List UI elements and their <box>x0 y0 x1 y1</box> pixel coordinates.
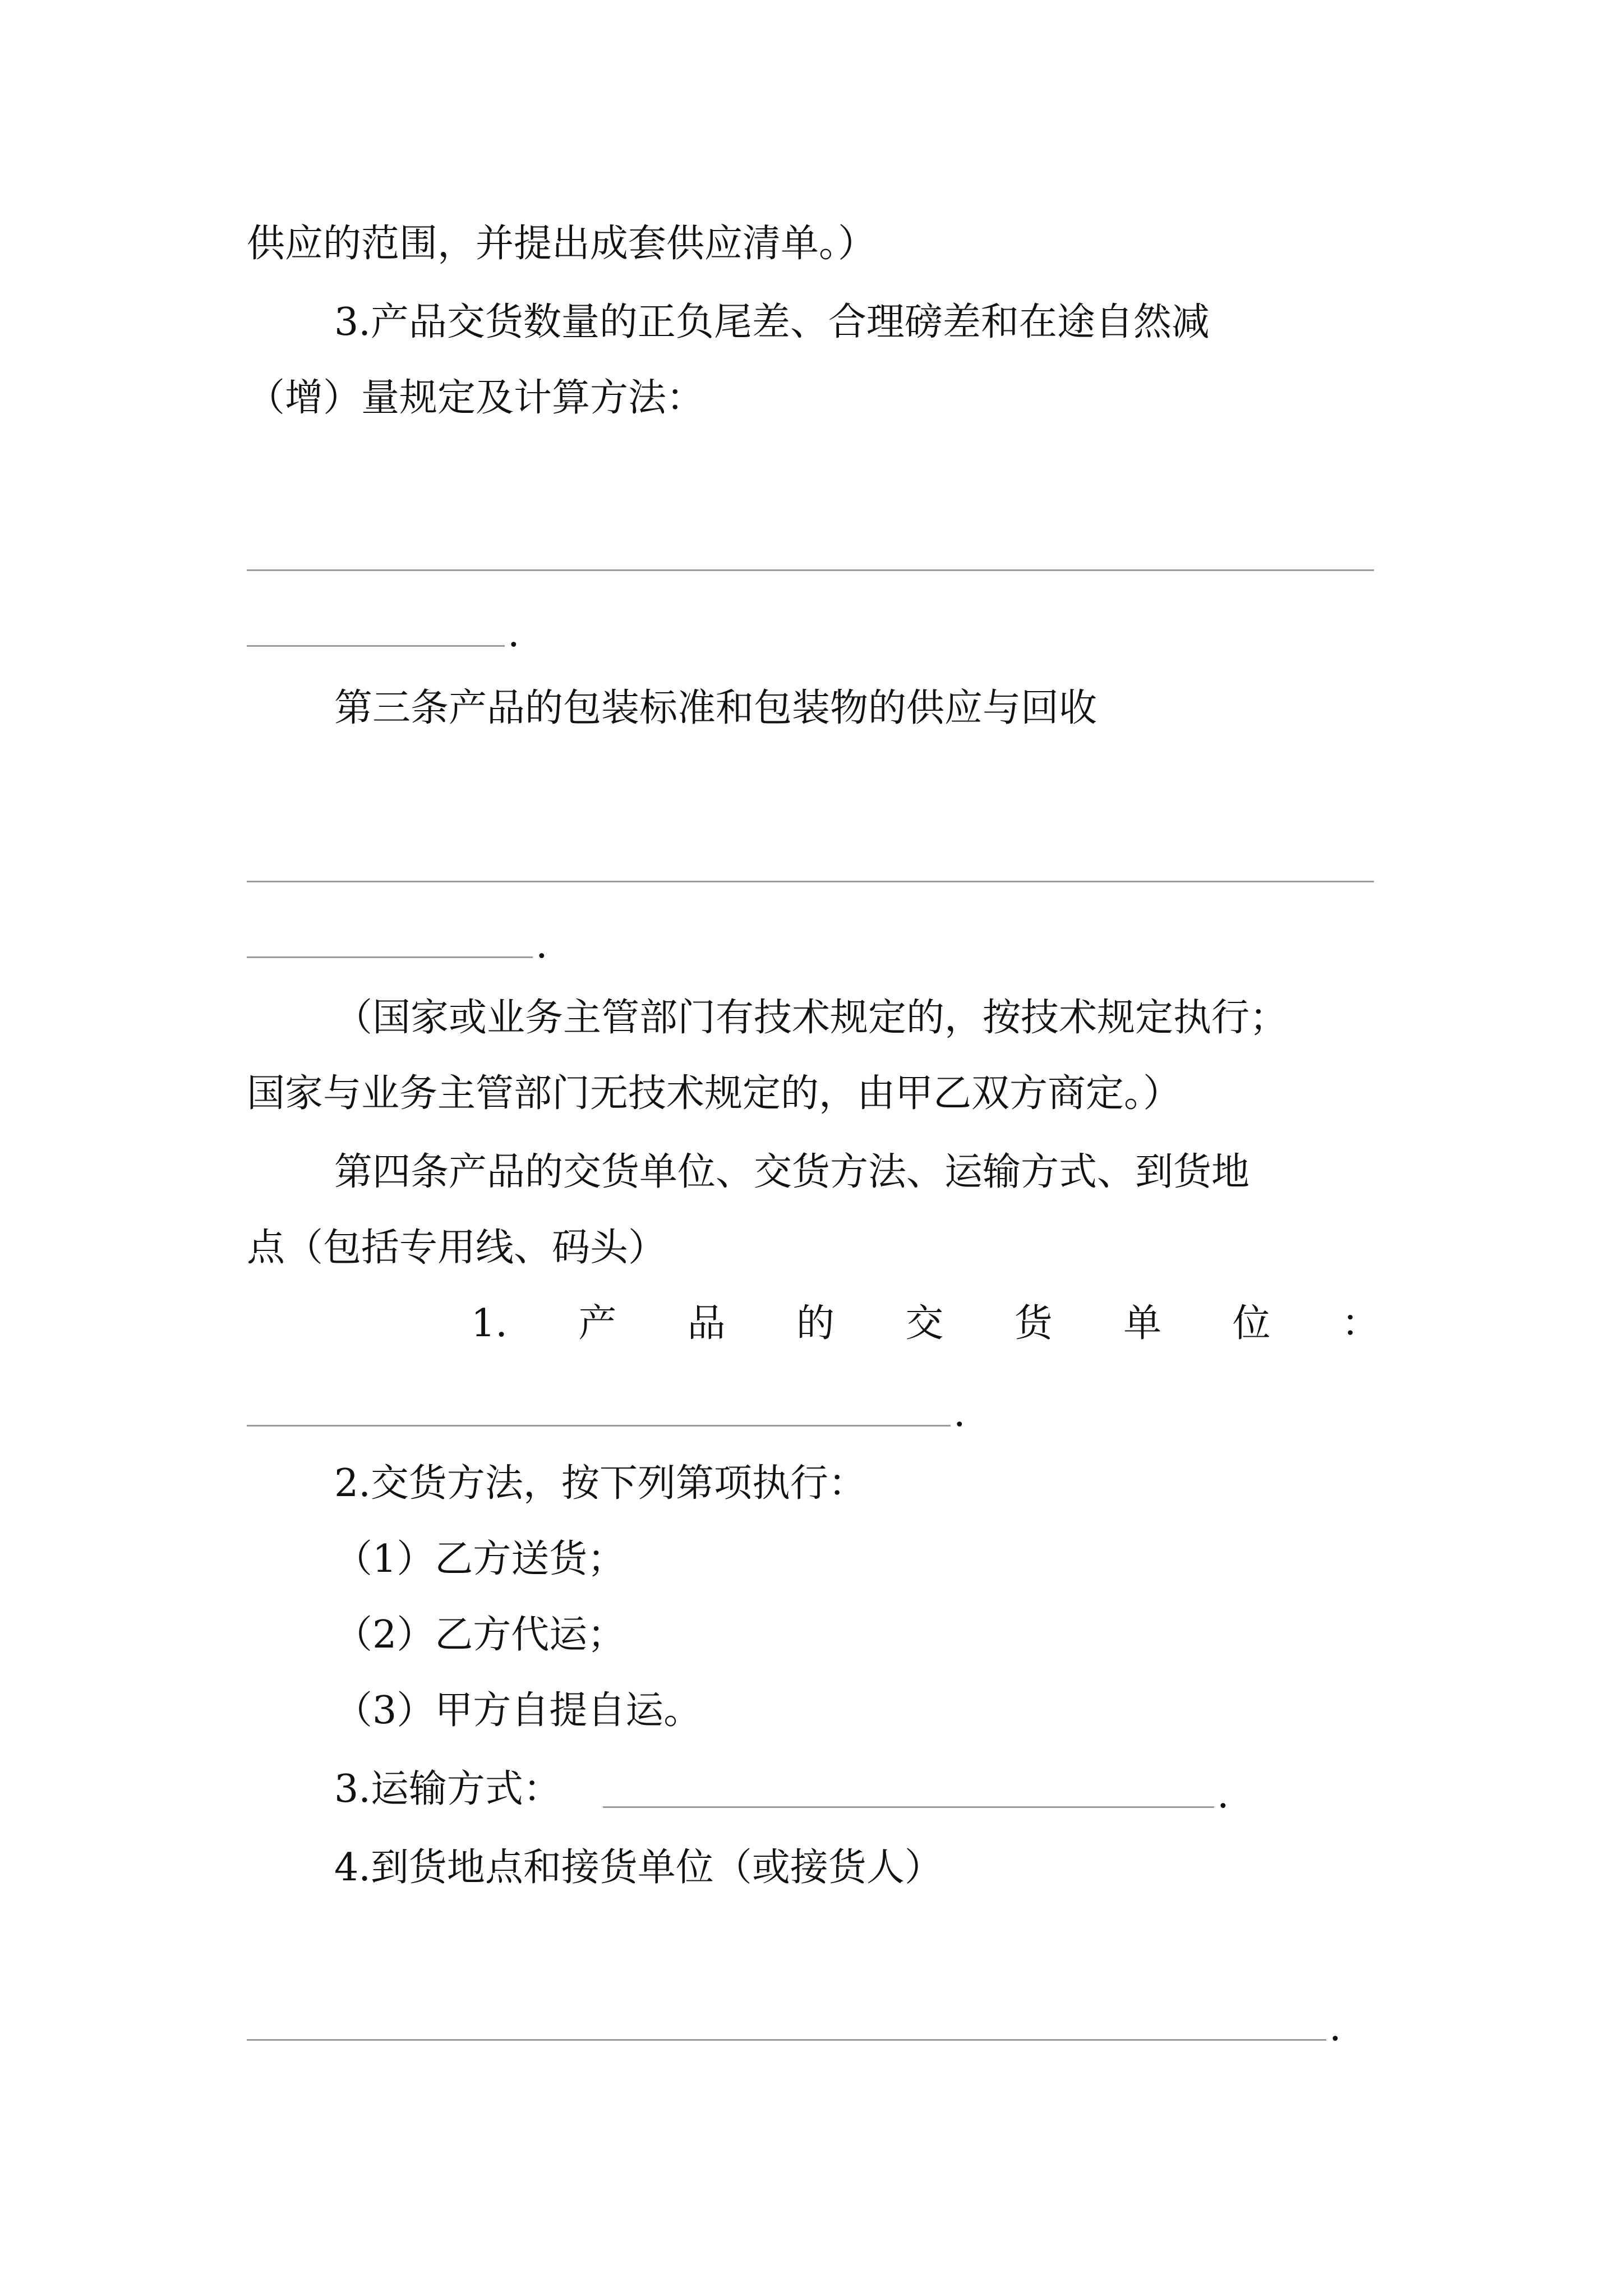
text-line: 3.产品交货数量的正负尾差、合理磅差和在途自然减 <box>334 300 1210 344</box>
text-line: 点（包括专用线、码头） <box>247 1226 667 1270</box>
list-item: （3）甲方自提自运。 <box>334 1688 702 1733</box>
section-heading: 第四条产品的交货单位、交货方法、运输方式、到货地 <box>334 1150 1250 1194</box>
item-1-line <box>247 1299 1380 1349</box>
item-1-char: 单 <box>1123 1301 1162 1346</box>
blank-fill-line[interactable] <box>247 2039 1326 2041</box>
list-item: （1）乙方送货； <box>334 1537 626 1581</box>
blank-fill-line[interactable] <box>247 956 533 958</box>
text-line: （增）量规定及计算方法： <box>247 376 705 420</box>
item-1-char: 1. <box>471 1301 508 1346</box>
list-item: （2）乙方代运； <box>334 1613 626 1657</box>
blank-fill-line[interactable] <box>247 569 1374 571</box>
item-1-char: 品 <box>687 1301 726 1346</box>
blank-fill-line[interactable] <box>247 881 1374 882</box>
blank-fill-line[interactable] <box>247 645 505 647</box>
period-mark: . <box>508 611 520 656</box>
text-line: 国家与业务主管部门无技术规定的，由甲乙双方商定。） <box>247 1071 1182 1116</box>
blank-fill-line[interactable] <box>603 1806 1214 1808</box>
period-mark: . <box>1329 2005 1341 2050</box>
item-1-char: 产 <box>578 1301 617 1346</box>
text-line: 3.运输方式： <box>334 1767 561 1811</box>
text-line: （国家或业务主管部门有技术规定的，按技术规定执行； <box>334 996 1288 1040</box>
period-mark: . <box>953 1391 966 1435</box>
item-1-char: 货 <box>1014 1301 1053 1346</box>
item-1-char: 位 <box>1232 1301 1271 1346</box>
text-line: 2.交货方法，按下列第项执行： <box>334 1461 866 1506</box>
period-mark: . <box>1217 1773 1229 1817</box>
text-line: 供应的范围，并提出成套供应清单。） <box>247 222 877 266</box>
item-1-char: 交 <box>905 1301 944 1346</box>
item-1-char: 的 <box>796 1301 835 1346</box>
item-1-char: ： <box>1341 1301 1380 1346</box>
blank-fill-line[interactable] <box>247 1425 951 1427</box>
period-mark: . <box>536 923 548 967</box>
text-line: 4.到货地点和接货单位（或接货人） <box>334 1846 943 1890</box>
section-heading: 第三条产品的包装标准和包装物的供应与回收 <box>334 686 1098 730</box>
